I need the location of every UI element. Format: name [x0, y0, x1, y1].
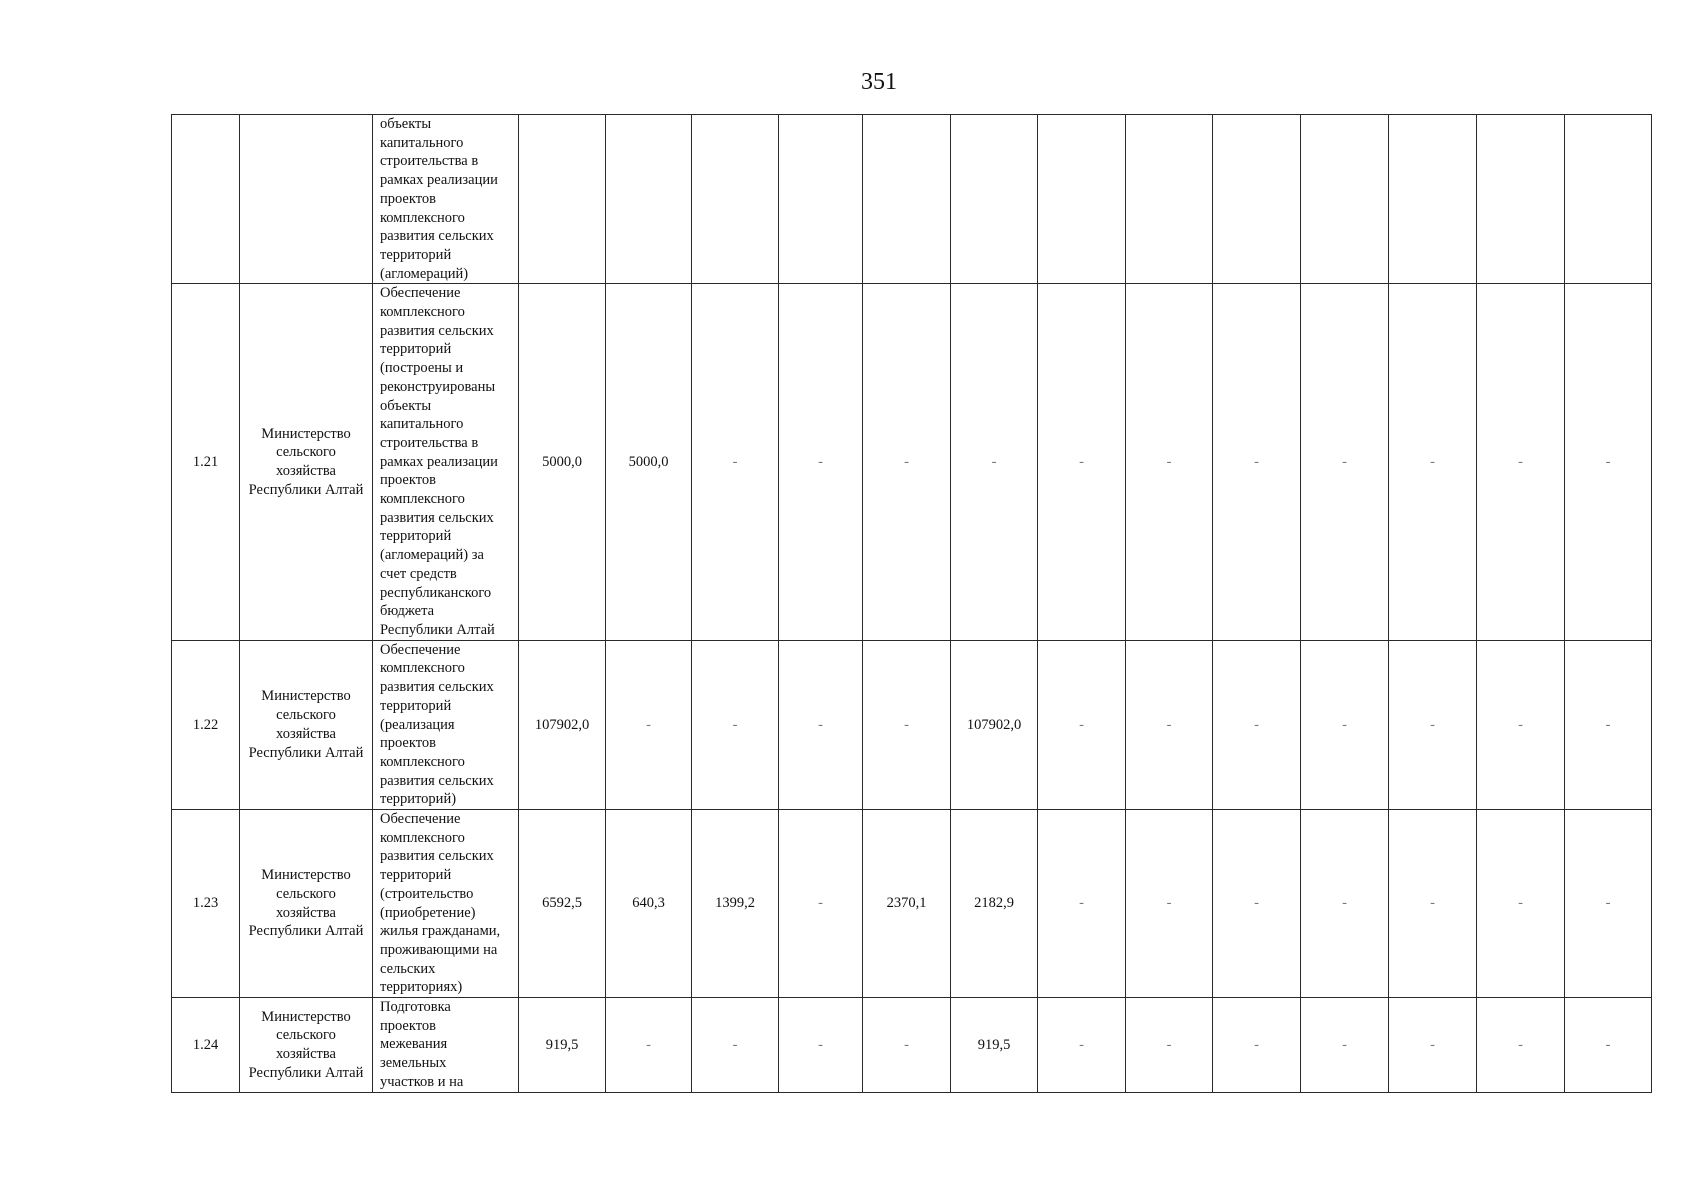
value-cell: 919,5 — [951, 998, 1038, 1093]
value-cell: - — [1565, 284, 1652, 640]
description-line: Обеспечение — [380, 811, 461, 828]
description-line: строительства в — [380, 153, 479, 170]
value-cell: - — [1126, 284, 1213, 640]
agency-line: Республики Алтай — [248, 923, 364, 940]
description-line: счет средств — [380, 565, 457, 582]
value-cell: - — [863, 998, 951, 1093]
description-line: участков и на — [380, 1073, 464, 1090]
description-line: капитального — [380, 134, 464, 151]
value-cell: 1399,2 — [692, 810, 779, 998]
description-line: развития сельских — [380, 679, 494, 696]
value-cell: - — [863, 640, 951, 809]
value-cell: - — [1301, 810, 1389, 998]
agency-cell — [240, 115, 373, 284]
value-cell: - — [779, 810, 863, 998]
agency-line: Республики Алтай — [248, 481, 364, 498]
description-line: развития сельских — [380, 848, 494, 865]
value-cell: - — [1565, 640, 1652, 809]
value-cell — [1301, 115, 1389, 284]
value-cell: 2370,1 — [863, 810, 951, 998]
agency-line: хозяйства — [276, 463, 336, 479]
description-line: комплексного — [380, 304, 465, 321]
table-row — [172, 115, 1652, 284]
value-cell: - — [1038, 284, 1126, 640]
value-cell: - — [1565, 998, 1652, 1093]
value-cell: - — [692, 284, 779, 640]
description-cell — [373, 284, 519, 640]
value-cell: - — [1477, 998, 1565, 1093]
description-line: Подготовка — [380, 999, 451, 1016]
value-cell: - — [1389, 640, 1477, 809]
agency-line: Министерство — [261, 1008, 351, 1025]
table-row — [172, 640, 1652, 809]
value-cell: - — [951, 284, 1038, 640]
agency-line: Министерство — [261, 425, 351, 442]
value-cell: 107902,0 — [951, 640, 1038, 809]
page-number: 351 — [861, 69, 897, 95]
description-cell — [373, 810, 519, 998]
value-cell: 5000,0 — [519, 284, 606, 640]
agency-line: сельского — [276, 1027, 336, 1044]
agency-cell — [240, 640, 373, 809]
value-cell: - — [692, 998, 779, 1093]
value-cell — [1213, 115, 1301, 284]
description-line: комплексного — [380, 753, 465, 770]
description-line: развития сельских — [380, 322, 494, 339]
description-line: (агломераций) за — [380, 547, 484, 564]
value-cell: 640,3 — [606, 810, 692, 998]
value-cell: 5000,0 — [606, 284, 692, 640]
description-line: бюджета — [380, 603, 435, 620]
table-row — [172, 998, 1652, 1093]
description-line: реконструированы — [380, 378, 496, 395]
value-cell: - — [779, 284, 863, 640]
value-cell: - — [1389, 284, 1477, 640]
value-cell: - — [1389, 998, 1477, 1093]
row-code-cell — [172, 115, 240, 284]
description-line: проживающими на — [380, 941, 498, 958]
value-cell: - — [1477, 284, 1565, 640]
description-line: территорий — [380, 528, 452, 545]
value-cell: - — [779, 640, 863, 809]
value-cell — [606, 115, 692, 284]
description-cell — [373, 115, 519, 284]
row-code-cell: 1.23 — [172, 810, 240, 998]
description-line: объекты — [380, 116, 432, 132]
description-line: комплексного — [380, 209, 465, 226]
description-line: жилья гражданами, — [380, 923, 501, 940]
description-line: сельских — [380, 960, 436, 977]
description-line: территориях) — [380, 979, 463, 996]
value-cell: - — [1213, 998, 1301, 1093]
description-line: территорий) — [380, 791, 457, 808]
value-cell — [1038, 115, 1126, 284]
description-line: проектов — [380, 190, 436, 207]
agency-line: хозяйства — [276, 1046, 336, 1063]
value-cell: 6592,5 — [519, 810, 606, 998]
table-row — [172, 810, 1652, 998]
value-cell: - — [1126, 640, 1213, 809]
agency-line: сельского — [276, 707, 336, 724]
agency-line: Министерство — [261, 688, 351, 705]
description-line: Обеспечение — [380, 285, 461, 302]
description-line: (реализация — [380, 716, 455, 733]
value-cell: - — [1301, 284, 1389, 640]
description-line: капитального — [380, 416, 464, 433]
description-line: земельных — [380, 1055, 447, 1072]
value-cell: - — [1038, 640, 1126, 809]
description-line: территорий — [380, 246, 452, 263]
value-cell — [1126, 115, 1213, 284]
value-cell: - — [1213, 810, 1301, 998]
row-code-cell: 1.24 — [172, 998, 240, 1093]
description-line: комплексного — [380, 829, 465, 846]
value-cell: 919,5 — [519, 998, 606, 1093]
agency-cell — [240, 810, 373, 998]
value-cell: - — [1126, 810, 1213, 998]
value-cell: - — [1213, 640, 1301, 809]
value-cell: - — [1038, 810, 1126, 998]
row-code-cell: 1.21 — [172, 284, 240, 640]
description-line: проектов — [380, 735, 436, 752]
description-line: строительства в — [380, 434, 479, 451]
value-cell — [779, 115, 863, 284]
value-cell — [863, 115, 951, 284]
value-cell — [951, 115, 1038, 284]
budget-table — [171, 114, 1652, 1093]
description-line: (строительство — [380, 885, 474, 902]
value-cell — [519, 115, 606, 284]
table-body — [172, 115, 1652, 1093]
description-line: рамках реализации — [380, 453, 498, 470]
description-line: комплексного — [380, 491, 465, 508]
value-cell: 2182,9 — [951, 810, 1038, 998]
description-line: республиканского — [380, 584, 492, 601]
agency-line: сельского — [276, 444, 336, 461]
agency-line: сельского — [276, 885, 336, 902]
table-row — [172, 284, 1652, 640]
value-cell — [1477, 115, 1565, 284]
description-line: территорий — [380, 867, 452, 884]
description-line: (построены и — [380, 360, 464, 377]
value-cell: - — [1301, 998, 1389, 1093]
description-line: комплексного — [380, 660, 465, 677]
agency-cell — [240, 284, 373, 640]
description-line: Республики Алтай — [380, 621, 495, 638]
description-line: территорий — [380, 697, 452, 714]
description-line: развития сельских — [380, 509, 494, 526]
value-cell — [692, 115, 779, 284]
description-line: рамках реализации — [380, 172, 498, 189]
description-line: проектов — [380, 472, 436, 489]
description-line: Обеспечение — [380, 641, 461, 658]
value-cell: - — [1565, 810, 1652, 998]
value-cell: - — [863, 284, 951, 640]
agency-line: хозяйства — [276, 904, 336, 921]
description-line: территорий — [380, 341, 452, 358]
value-cell: - — [1213, 284, 1301, 640]
value-cell: - — [606, 998, 692, 1093]
value-cell: - — [1389, 810, 1477, 998]
agency-cell — [240, 998, 373, 1093]
value-cell: - — [692, 640, 779, 809]
value-cell: - — [1477, 810, 1565, 998]
value-cell: - — [1126, 998, 1213, 1093]
description-cell — [373, 640, 519, 809]
description-line: объекты — [380, 397, 432, 414]
description-cell — [373, 998, 519, 1093]
description-line: (приобретение) — [380, 904, 476, 921]
row-code-cell: 1.22 — [172, 640, 240, 809]
value-cell: - — [1301, 640, 1389, 809]
agency-line: Республики Алтай — [248, 744, 364, 761]
value-cell: 107902,0 — [519, 640, 606, 809]
description-line: развития сельских — [380, 772, 494, 789]
description-line: (агломераций) — [380, 265, 469, 282]
value-cell: - — [779, 998, 863, 1093]
agency-line: Республики Алтай — [248, 1064, 364, 1081]
value-cell: - — [1477, 640, 1565, 809]
value-cell: - — [606, 640, 692, 809]
description-line: проектов — [380, 1017, 436, 1034]
value-cell — [1389, 115, 1477, 284]
description-line: межевания — [380, 1036, 448, 1053]
agency-line: Министерство — [261, 867, 351, 884]
agency-line: хозяйства — [276, 725, 336, 742]
value-cell — [1565, 115, 1652, 284]
value-cell: - — [1038, 998, 1126, 1093]
description-line: развития сельских — [380, 228, 494, 245]
